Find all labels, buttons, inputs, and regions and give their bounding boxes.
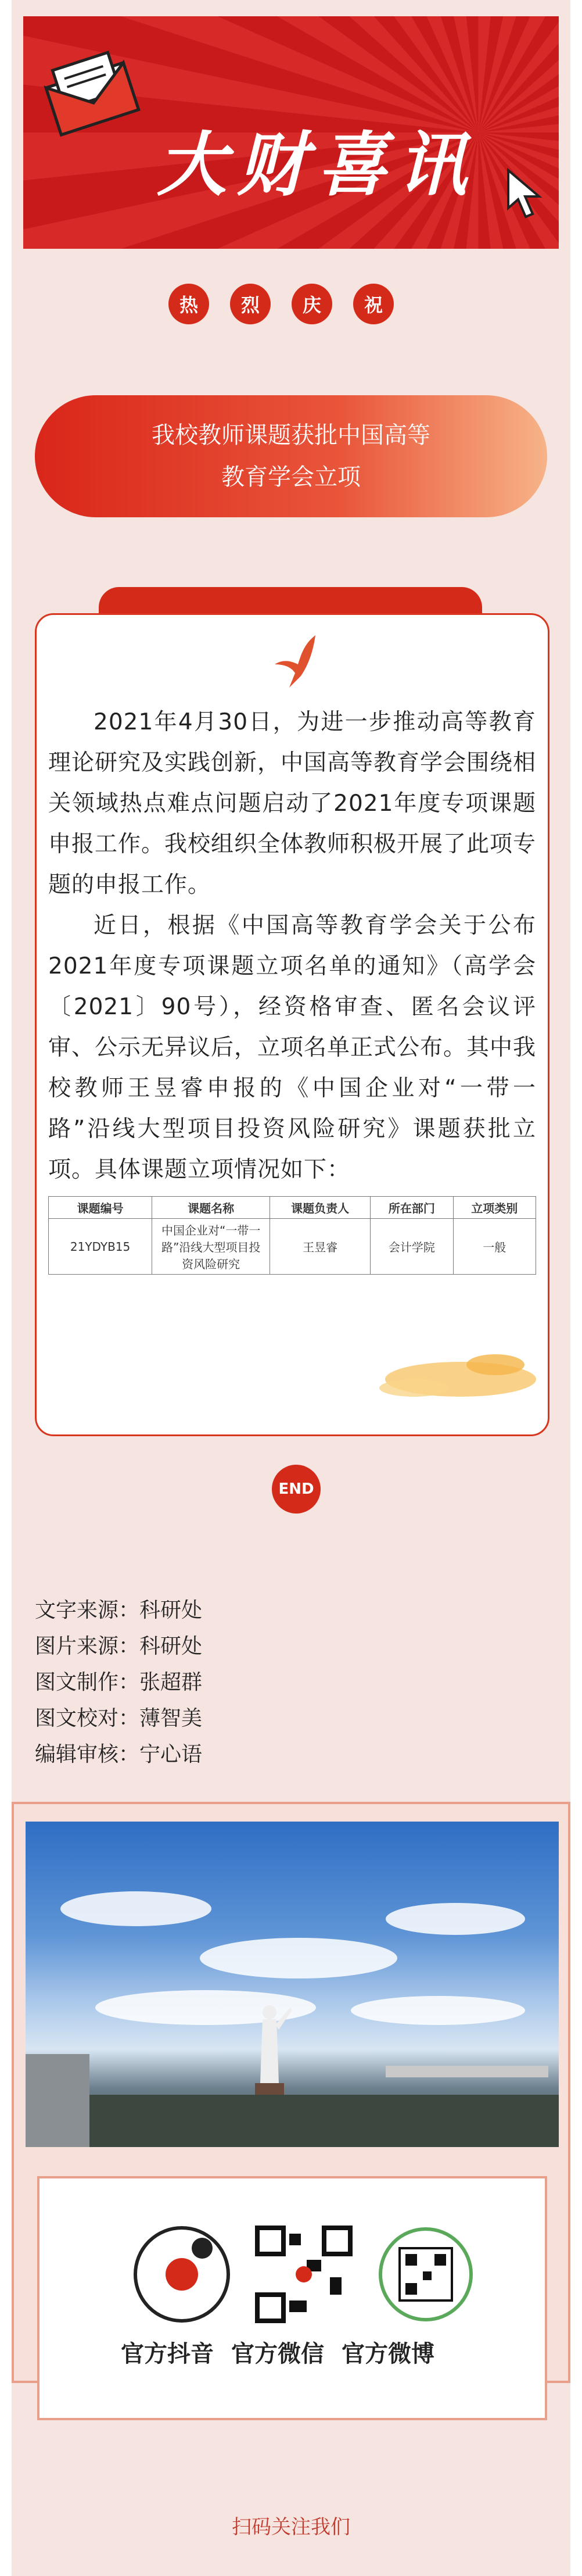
- article-card: [35, 613, 549, 1436]
- table-header-row: [49, 1197, 536, 1219]
- end-badge: END: [272, 1465, 321, 1514]
- table-header: 立项类别: [453, 1197, 536, 1219]
- table-header: 课题名称: [152, 1197, 270, 1219]
- table-header: 所在部门: [371, 1197, 453, 1219]
- qr-labels: [121, 2335, 434, 2369]
- credit-line: 文字来源：科研处: [35, 1598, 203, 1622]
- photo-section: [12, 1802, 570, 2383]
- badge-char: 祝: [353, 284, 394, 324]
- credit-line: 图文制作：张超群: [35, 1670, 203, 1694]
- celebration-badges: [168, 284, 394, 324]
- table-cell: 王昱睿: [270, 1219, 371, 1275]
- decorative-splash: [362, 1347, 536, 1405]
- credit-line: 编辑审核：宁心语: [35, 1743, 203, 1766]
- article-body: [48, 702, 536, 1190]
- table-row: [49, 1219, 536, 1275]
- table-cell: 21YDYB15: [49, 1219, 152, 1275]
- qr-label: 官方微博: [342, 2341, 434, 2367]
- table-cell: 中国企业对“一带一路”沿线大型项目投资风险研究: [152, 1219, 270, 1275]
- weibo-qr[interactable]: [376, 2225, 475, 2324]
- credit-line: 图文校对：薄智美: [35, 1706, 203, 1730]
- hero-title: 大财喜讯: [157, 124, 477, 206]
- table-cell: 一般: [453, 1219, 536, 1275]
- cursor-icon: [505, 167, 546, 220]
- badge-char: 烈: [230, 284, 271, 324]
- badge-char: 庆: [292, 284, 332, 324]
- qr-box: [37, 2176, 547, 2420]
- paragraph: 近日，根据《中国高等教育学会关于公布2021年度专项课题立项名单的通知》（高学会〔2021〕90号），经资格审查、匿名会议评审、公示无异议后，立项名单正式公布。其中我校教师王昱睿申报的《中国企业对“一带一路”沿线大型项目投资风险研究》课题获批立项。具体课题立项情况如下：: [48, 913, 537, 1183]
- douyin-qr[interactable]: [132, 2225, 231, 2324]
- paragraph: 2021年4月30日，为进一步推动高等教育理论研究及实践创新，中国高等教育学会围绕相关领域热点难点问题启动了2021年度专项课题申报工作。我校组织全体教师积极开展了此项专题的申报工作。: [48, 709, 537, 898]
- project-table: [48, 1196, 536, 1275]
- bird-icon: [269, 632, 327, 690]
- article-page: [12, 0, 570, 2576]
- campus-photo: [26, 1822, 559, 2147]
- credit-line: 图片来源：科研处: [35, 1634, 203, 1658]
- credits: [35, 1593, 202, 1773]
- badge-char: 热: [168, 284, 209, 324]
- headline-line1: 我校教师课题获批中国高等: [152, 422, 430, 449]
- table-header: 课题编号: [49, 1197, 152, 1219]
- qr-label: 官方微信: [231, 2341, 324, 2367]
- table-cell: 会计学院: [371, 1219, 453, 1275]
- qr-codes: [132, 2225, 475, 2324]
- footer-text: 扫码关注我们: [232, 2516, 350, 2539]
- table-header: 课题负责人: [270, 1197, 371, 1219]
- headline-banner: [35, 395, 547, 517]
- hero-banner: [23, 16, 559, 249]
- wechat-qr[interactable]: [254, 2225, 353, 2324]
- headline-line2: 教育学会立项: [221, 464, 361, 491]
- qr-label: 官方抖音: [121, 2341, 214, 2367]
